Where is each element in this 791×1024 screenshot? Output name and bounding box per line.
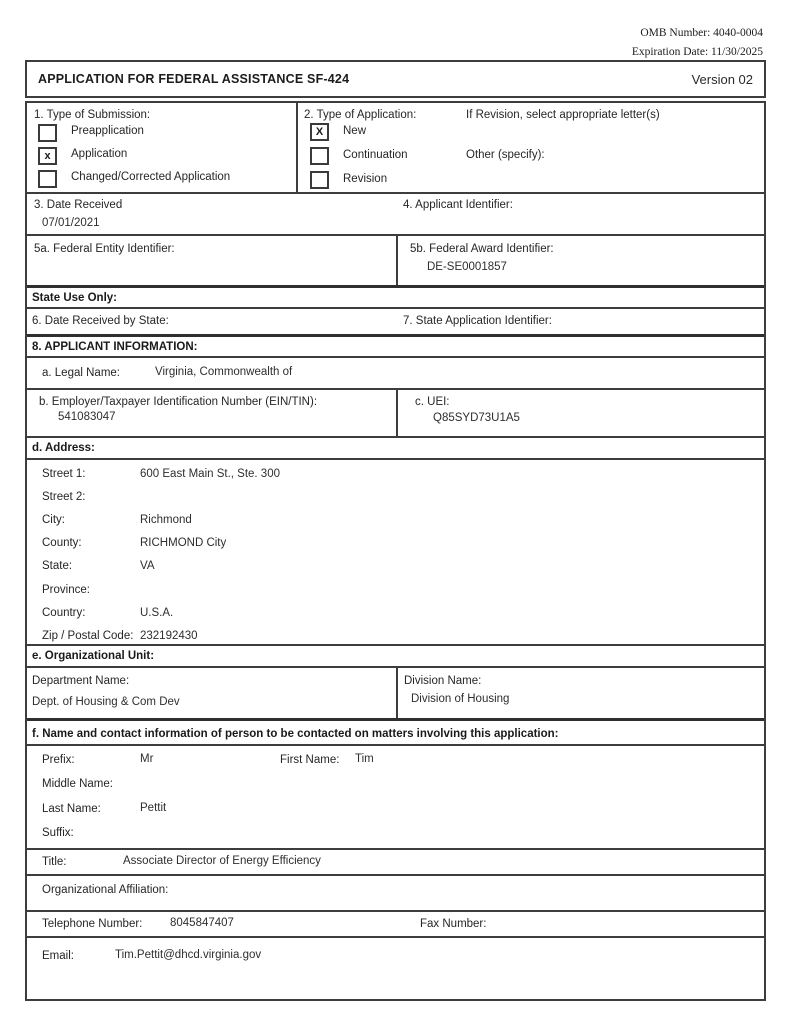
legal-name-value[interactable]: Virginia, Commonwealth of <box>155 366 293 378</box>
checkbox-changed-corrected-label: Changed/Corrected Application <box>71 171 231 183</box>
row-address-block <box>27 458 764 644</box>
checkbox-new[interactable]: X <box>310 123 329 141</box>
row-submission-and-type <box>27 103 764 192</box>
federal-award-identifier-value[interactable]: DE-SE0001857 <box>427 261 507 273</box>
department-name-value[interactable]: Dept. of Housing & Com Dev <box>32 696 180 708</box>
revision-hint-label: If Revision, select appropriate letter(s) <box>466 109 660 121</box>
type-of-application-label: 2. Type of Application: <box>304 109 417 121</box>
legal-name-label: a. Legal Name: <box>42 367 120 379</box>
zip-label: Zip / Postal Code: <box>42 629 134 642</box>
cell-department <box>27 668 398 718</box>
cell-ein <box>27 390 398 436</box>
ein-value[interactable]: 541083047 <box>58 411 116 423</box>
form-title: APPLICATION FOR FEDERAL ASSISTANCE SF-424 <box>38 72 350 86</box>
email-label: Email: <box>42 950 74 962</box>
address-row-city <box>27 508 764 531</box>
row-org-unit-header <box>27 644 764 666</box>
division-name-label: Division Name: <box>404 675 482 687</box>
street1-label: Street 1: <box>42 467 86 480</box>
cell-federal-entity-identifier <box>27 236 398 285</box>
fax-label: Fax Number: <box>420 918 487 930</box>
cell-division <box>398 668 764 718</box>
expiration-date: Expiration Date: 11/30/2025 <box>631 46 763 58</box>
address-header-label: d. Address: <box>32 442 95 454</box>
suffix-label: Suffix: <box>42 827 74 839</box>
first-name-value[interactable]: Tim <box>355 753 374 765</box>
row-org-affiliation <box>27 874 764 910</box>
telephone-value[interactable]: 8045847407 <box>170 917 234 929</box>
title-value[interactable]: Associate Director of Energy Efficiency <box>123 855 321 867</box>
checkbox-continuation[interactable] <box>310 147 329 165</box>
address-row-street2 <box>27 485 764 508</box>
title-label: Title: <box>42 856 67 868</box>
row-state-received <box>27 307 764 334</box>
address-row-street1 <box>27 462 764 485</box>
country-label: Country: <box>42 606 86 619</box>
checkbox-changed-corrected[interactable] <box>38 170 57 188</box>
row-email <box>27 936 764 999</box>
city-label: City: <box>42 513 65 526</box>
telephone-label: Telephone Number: <box>42 918 143 930</box>
federal-entity-identifier-label: 5a. Federal Entity Identifier: <box>34 243 175 255</box>
date-received-by-state-label: 6. Date Received by State: <box>32 315 169 327</box>
section-type-of-application <box>298 103 764 192</box>
division-name-value[interactable]: Division of Housing <box>411 693 510 705</box>
cell-federal-award-identifier <box>398 236 764 285</box>
row-legal-name <box>27 356 764 388</box>
section-type-of-submission <box>27 103 298 192</box>
row-contact-header <box>27 718 764 744</box>
applicant-information-label: 8. APPLICANT INFORMATION: <box>32 341 198 353</box>
checkbox-continuation-label: Continuation <box>343 149 408 161</box>
row-contact-names <box>27 744 764 848</box>
checkbox-revision[interactable] <box>310 171 329 189</box>
row-title <box>27 848 764 874</box>
county-value[interactable]: RICHMOND City <box>140 537 227 550</box>
address-row-county <box>27 532 764 555</box>
checkbox-application[interactable]: x <box>38 147 57 165</box>
zip-value[interactable]: 232192430 <box>140 629 198 642</box>
contact-header-label: f. Name and contact information of person to be contacted on matters involving this application: <box>32 728 559 740</box>
applicant-identifier-label: 4. Applicant Identifier: <box>403 199 513 211</box>
last-name-label: Last Name: <box>42 803 101 815</box>
street1-value[interactable]: 600 East Main St., Ste. 300 <box>140 467 280 480</box>
row-date-received <box>27 192 764 234</box>
checkbox-preapplication[interactable] <box>38 124 57 142</box>
row-ein-uei <box>27 388 764 436</box>
other-specify-label: Other (specify): <box>466 149 545 161</box>
form-version: Version 02 <box>691 71 753 87</box>
federal-award-identifier-label: 5b. Federal Award Identifier: <box>410 243 554 255</box>
address-row-province <box>27 578 764 601</box>
county-label: County: <box>42 537 82 550</box>
last-name-value[interactable]: Pettit <box>140 802 167 814</box>
address-row-country <box>27 601 764 624</box>
checkbox-new-label: New <box>343 125 367 137</box>
omb-block <box>632 24 763 62</box>
department-name-label: Department Name: <box>32 675 130 687</box>
ein-label: b. Employer/Taxpayer Identification Number (EIN/TIN): <box>39 396 318 408</box>
uei-value[interactable]: Q85SYD73U1A5 <box>433 412 520 424</box>
row-applicant-information-header <box>27 334 764 356</box>
state-label: State: <box>42 560 73 573</box>
province-label: Province: <box>42 583 90 596</box>
row-federal-identifiers <box>27 234 764 285</box>
uei-label: c. UEI: <box>415 396 450 408</box>
row-telephone-fax <box>27 910 764 936</box>
city-value[interactable]: Richmond <box>140 513 192 526</box>
first-name-label: First Name: <box>280 754 340 766</box>
street2-label: Street 2: <box>42 490 86 503</box>
omb-number: OMB Number: 4040-0004 <box>640 27 763 39</box>
prefix-value[interactable]: Mr <box>140 753 154 765</box>
checkbox-revision-label: Revision <box>343 173 388 185</box>
row-state-use-only <box>27 285 764 307</box>
prefix-label: Prefix: <box>42 754 75 766</box>
org-unit-header-label: e. Organizational Unit: <box>32 650 155 662</box>
checkbox-application-label: Application <box>71 148 128 160</box>
country-value[interactable]: U.S.A. <box>140 606 174 619</box>
middle-name-label: Middle Name: <box>42 778 113 790</box>
state-value[interactable]: VA <box>140 560 155 573</box>
address-row-state <box>27 555 764 578</box>
checkbox-preapplication-label: Preapplication <box>71 125 144 137</box>
state-application-identifier-label: 7. State Application Identifier: <box>403 315 552 327</box>
date-received-label: 3. Date Received <box>34 199 123 211</box>
type-of-submission-label: 1. Type of Submission: <box>34 109 151 121</box>
row-address-header <box>27 436 764 458</box>
form-body <box>25 101 766 1001</box>
date-received-value[interactable]: 07/01/2021 <box>42 217 100 229</box>
email-value[interactable]: Tim.Pettit@dhcd.virginia.gov <box>115 949 262 961</box>
cell-uei <box>398 390 764 436</box>
row-department-division <box>27 666 764 718</box>
org-affiliation-label: Organizational Affiliation: <box>42 884 169 896</box>
state-use-only-label: State Use Only: <box>32 292 117 304</box>
form-title-bar <box>25 60 766 98</box>
